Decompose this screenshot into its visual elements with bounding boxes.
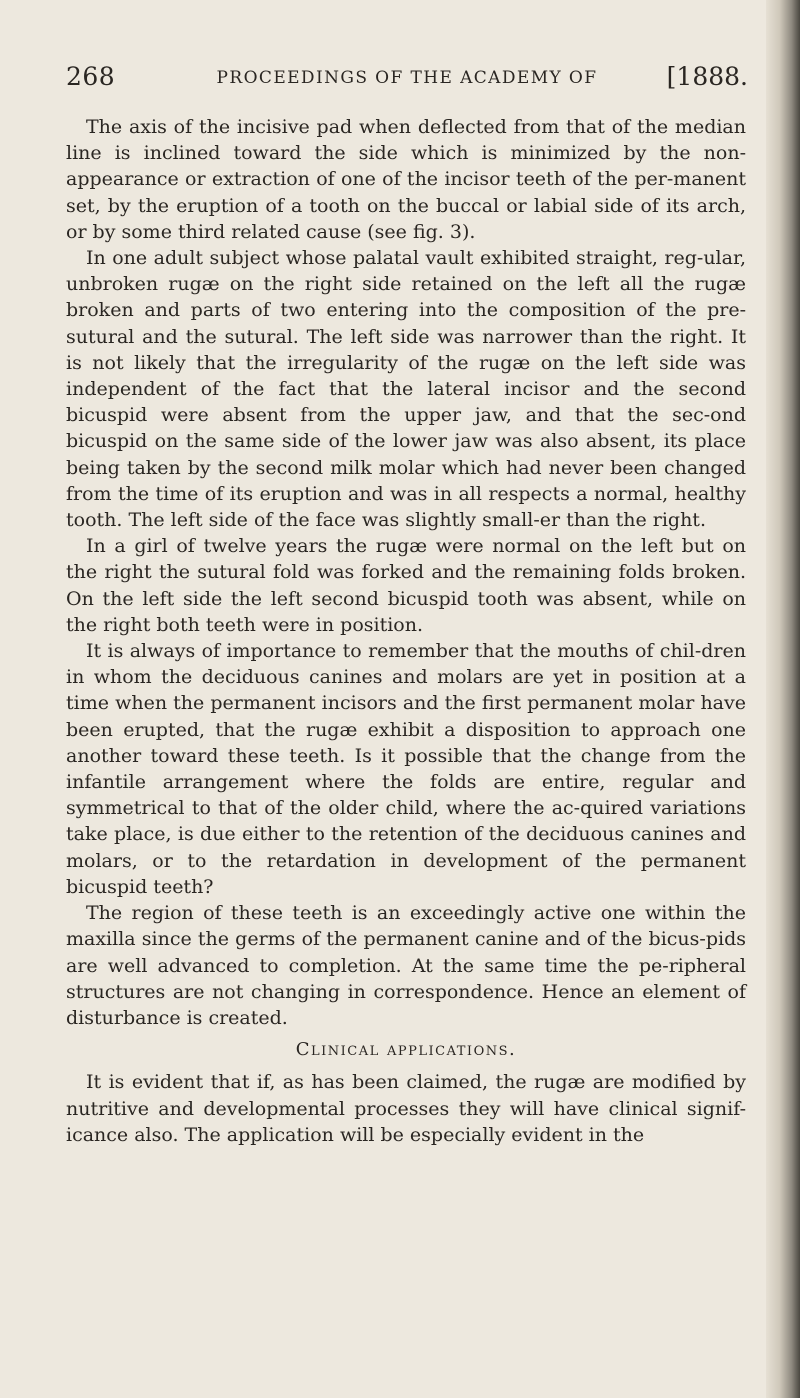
running-title: PROCEEDINGS OF THE ACADEMY OF <box>216 68 598 88</box>
paragraph: In a girl of twelve years the rugæ were normal on the left but on the right the sutural fold was forked and the remaining folds broken. On the left side the left second bicuspid tooth was absent, while on the right both teeth were in position. <box>66 535 746 636</box>
running-header <box>66 62 748 102</box>
paragraph: It is evident that if, as has been claimed, the rugæ are modified by nutritive and developmental processes they will have clinical signif-icance also. The application will be especially evident in the <box>66 1071 746 1146</box>
paragraph: The region of these teeth is an exceedingly active one within the maxilla since the germs of the permanent canine and of the bicus-pids are well advanced to completion. At the same time the pe-ripheral structures are not changing in correspondence. Hence an element of disturbance is created. <box>66 902 746 1029</box>
body-text <box>66 114 746 1148</box>
paragraph: It is always of importance to remember that the mouths of chil-dren in whom the deciduous canines and molars are yet in position at a time when the permanent incisors and the first permanent molar have been erupted, that the rugæ exhibit a disposition to approach one another toward these teeth. Is it possible that the change from the infantile arrangement where the folds are entire, regular and symmetrical to that of the older child, where the ac-quired variations take place, is due either to the retention of the deciduous canines and molars, or to the retardation in development of the permanent bicuspid teeth? <box>66 640 746 898</box>
year-label: [1888. <box>666 62 748 91</box>
page-edge-shadow <box>766 0 800 1398</box>
section-heading: Clinical applications. <box>295 1039 517 1061</box>
paragraph: The axis of the incisive pad when deflected from that of the median line is inclined toward the side which is minimized by the non-appearance or extraction of one of the incisor teeth of the per-manent set, by the eruption of a tooth on the buccal or labial side of its arch, or by some third related cause (see fig. 3). <box>66 116 746 243</box>
page-number: 268 <box>66 62 116 91</box>
paragraph: In one adult subject whose palatal vault exhibited straight, reg-ular, unbroken rugæ on the right side retained on the left all the rugæ broken and parts of two entering into the composition of the pre-sutural and the sutural. The left side was narrower than the right. It is not likely that the irregularity of the rugæ on the left side was independent of the fact that the lateral incisor and the second bicuspid were absent from the upper jaw, and that the sec-ond bicuspid on the same side of the lower jaw was also absent, its place being taken by the second milk molar which had never been changed from the time of its eruption and was in all respects a normal, healthy tooth. The left side of the face was slightly small-er than the right. <box>66 247 746 532</box>
